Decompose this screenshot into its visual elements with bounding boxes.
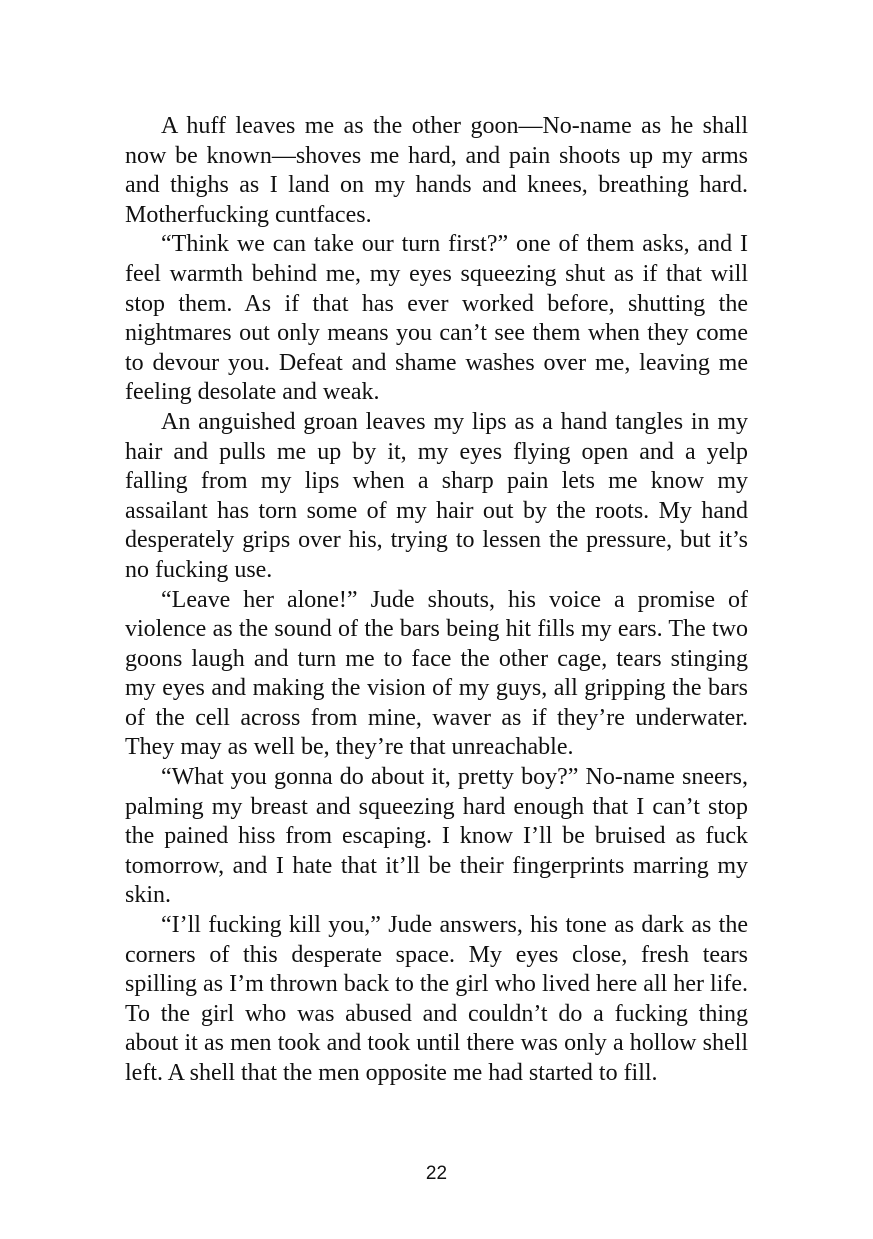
paragraph: “Think we can take our turn first?” one of them asks, and I feel warmth behind me, my eyes squeezing shut as if that will stop them. As if that has ever worked before, shutting the nightmares out only means you can’t see them when they come to devour you. Defeat and shame washes over me, leaving me feeling desolate and weak. xyxy=(125,231,748,406)
paragraph: “Leave her alone!” Jude shouts, his voice a promise of violence as the sound of the bars being hit fills my ears. The two goons laugh and turn me to face the other cage, tears stinging my eyes and making the vision of my guys, all gripping the bars of the cell across from mine, waver as if they’re underwater. They may as well be, they’re that unreachable. xyxy=(125,586,748,761)
page-body-text xyxy=(125,112,748,1089)
paragraph: “What you gonna do about it, pretty boy?” No-name sneers, palming my breast and squeezing hard enough that I can’t stop the pained hiss from escaping. I know I’ll be bruised as fuck tomorrow, and I hate that it’ll be their fingerprints marring my skin. xyxy=(125,764,748,909)
paragraph: “I’ll fucking kill you,” Jude answers, his tone as dark as the corners of this desperate space. My eyes close, fresh tears spilling as I’m thrown back to the girl who lived here all her life. To the girl who was abused and couldn’t do a fucking thing about it as men took and took until there was only a hollow shell left. A shell that the men opposite me had started to fill. xyxy=(125,912,748,1086)
page-number: 22 xyxy=(425,1163,448,1184)
paragraph: A huff leaves me as the other goon—No-name as he shall now be known—shoves me hard, and pain shoots up my arms and thighs as I land on my hands and knees, breathing hard. Motherfucking cuntfaces. xyxy=(125,113,748,228)
paragraph: An anguished groan leaves my lips as a hand tangles in my hair and pulls me up by it, my eyes flying open and a yelp falling from my lips when a sharp pain lets me know my assailant has torn some of my hair out by the roots. My hand desperately grips over his, trying to lessen the pressure, but it’s no fucking use. xyxy=(125,408,748,583)
